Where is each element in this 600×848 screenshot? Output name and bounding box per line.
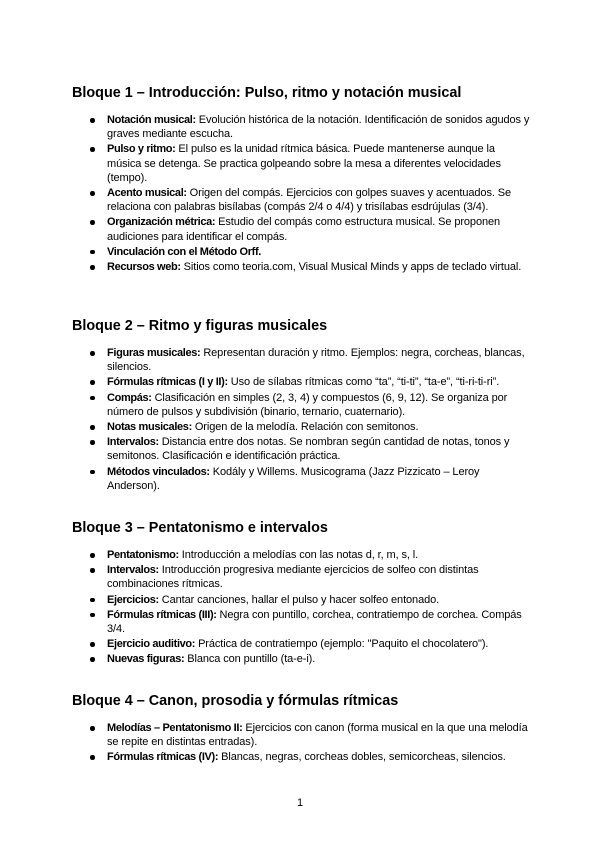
list-item [0, 465, 532, 493]
item-term: Métodos vinculados: [107, 465, 210, 478]
section-heading: Bloque 1 – Introducción: Pulso, ritmo y notación musical [72, 85, 462, 101]
item-term: Pentatonismo: [107, 549, 179, 561]
bullet-list [0, 346, 532, 494]
item-text: Blancas, negras, corcheas dobles, semicorcheas, silencios. [218, 751, 506, 764]
list-item [0, 142, 532, 185]
item-term: Ejercicio auditivo: [107, 638, 196, 651]
item-term: Organización métrica: [107, 216, 216, 229]
section-heading: Bloque 2 – Ritmo y figuras musicales [72, 318, 328, 334]
item-term: Fórmulas rítmicas (IV): [107, 751, 219, 764]
item-text: Ejercicios con canon (forma musical en la que una melodía se repite en distintas entradas). [107, 722, 528, 749]
item-term: Vinculación con el Método Orff. [107, 245, 261, 258]
item-text: Kodály y Willems. Musicograma (Jazz Pizzicato – Leroy Anderson). [107, 465, 480, 492]
item-text: Blanca con puntillo (ta-e-i). [184, 653, 316, 666]
item-text: El pulso es la unidad rítmica básica. Puede mantenerse aunque la música se detenga. Se practica golpeando sobre la mesa a diferentes velocidades (tempo). [107, 143, 501, 184]
item-term: Notas musicales: [107, 421, 192, 434]
item-text: Origen de la melodía. Relación con semitonos. [191, 421, 419, 434]
item-term: Recursos web: [107, 261, 181, 274]
list-item [0, 637, 532, 651]
list-item [0, 375, 532, 389]
list-item [0, 750, 532, 764]
list-item [0, 435, 532, 463]
item-term: Ejercicios: [107, 593, 159, 606]
list-item [0, 548, 532, 562]
item-term: Pulso y ritmo: [107, 143, 176, 156]
item-term: Intervalos: [107, 436, 159, 449]
item-text: Estudio del compás como estructura musical. Se proponen audiciones para identificar el compás. [107, 216, 501, 243]
list-item [0, 215, 532, 243]
item-term: Notación musical: [107, 114, 196, 126]
section-heading: Bloque 4 – Canon, prosodia y fórmulas rítmicas [72, 693, 399, 709]
list-item [0, 245, 532, 259]
list-item [0, 563, 532, 591]
list-item [0, 186, 532, 214]
list-item [0, 260, 532, 274]
list-item [0, 346, 532, 374]
item-text: Representan duración y ritmo. Ejemplos: negra, corcheas, blancas, silencios. [107, 347, 525, 374]
item-term: Acento musical: [107, 187, 187, 200]
item-term: Nuevas figuras: [107, 653, 185, 666]
item-term: Intervalos: [107, 564, 159, 577]
item-text: Práctica de contratiempo (ejemplo: "Paquito el chocolatero"). [195, 638, 489, 651]
page-number: 1 [296, 797, 304, 809]
item-text: Evolución histórica de la notación. Identificación de sonidos agudos y graves mediante escucha. [107, 114, 530, 141]
item-term: Compás: [107, 391, 152, 404]
item-text: Sitios como teoria.com, Visual Musical Minds y apps de teclado virtual. [180, 261, 522, 274]
list-item [0, 593, 532, 607]
item-text: Distancia entre dos notas. Se nombran según cantidad de notas, tonos y semitonos. Clasificación e identificación práctica. [107, 436, 510, 463]
item-term: Melodías – Pentatonismo II: [107, 722, 243, 734]
bullet-list [0, 721, 532, 766]
list-item [0, 652, 532, 666]
section-heading: Bloque 3 – Pentatonismo e intervalos [72, 520, 328, 536]
list-item [0, 608, 532, 636]
item-term: Fórmulas rítmicas (III): [107, 608, 217, 621]
item-text: Origen del compás. Ejercicios con golpes suaves y acentuados. Se relaciona con palabras bisílabas (compás 2/4 o 4/4) y trisílabas esdrújulas (3/4). [107, 187, 512, 214]
list-item [0, 113, 532, 141]
item-text: Cantar canciones, hallar el pulso y hacer solfeo entonado. [158, 593, 440, 606]
list-item [0, 721, 532, 749]
bullet-list [0, 113, 532, 275]
item-text: Uso de sílabas rítmicas como “ta”, “ti-ti”, “ta-e”, “ti-ri-ti-ri”. [227, 376, 500, 389]
list-item [0, 391, 532, 419]
item-text: Introducción progresiva mediante ejercicios de solfeo con distintas combinaciones rítmicas. [107, 564, 479, 591]
list-item [0, 420, 532, 434]
item-text: Clasificación en simples (2, 3, 4) y compuestos (6, 9, 12). Se organiza por número de pulsos y subdivisión (binario, ternario, cuaternario). [107, 391, 508, 418]
item-text: Negra con puntillo, corchea, contratiempo de corchea. Compás 3/4. [107, 608, 522, 636]
item-term: Figuras musicales: [107, 347, 201, 359]
item-text: Introducción a melodías con las notas d, r, m, s, l. [178, 549, 419, 561]
bullet-list [0, 548, 532, 668]
item-term: Fórmulas rítmicas (I y II): [107, 376, 228, 389]
